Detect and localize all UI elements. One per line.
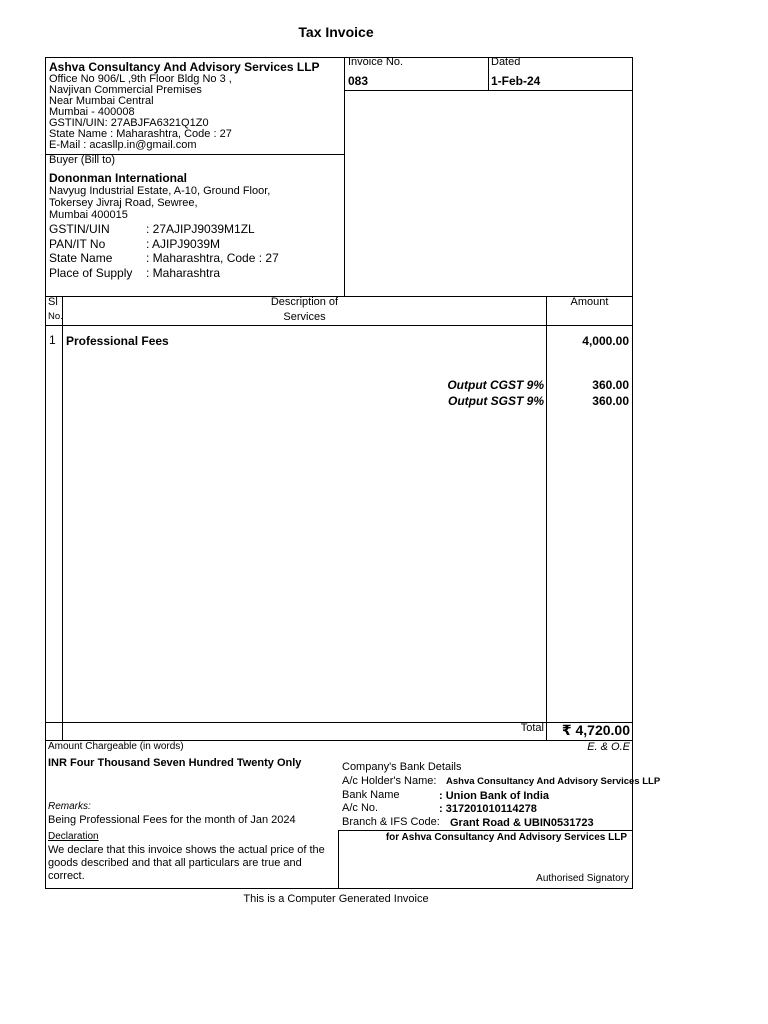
declaration-line: correct. [48,870,85,882]
declaration-line: goods described and that all particulars are true and [48,857,302,869]
header-divider [344,57,345,296]
declaration-label: Declaration [48,831,99,842]
description-header: Description of [270,296,339,308]
place-of-supply-value: : Maharashtra [146,266,221,280]
footer-note: This is a Computer Generated Invoice [243,893,429,905]
ifs-value: Grant Road & UBIN0531723 [450,817,594,829]
frame-left [45,57,46,889]
sgst-label: Output SGST 9% [448,394,544,408]
line-item-amount: 4,000.00 [582,334,629,348]
amount-words-label: Amount Chargeable (in words) [48,741,184,752]
holder-value: Ashva Consultancy And Advisory Services LLP [446,776,661,787]
description-header-2: Services [283,311,326,323]
ifs-label: Branch & IFS Code: [342,816,440,828]
seller-address-line: Office No 906/L ,9th Floor Bldg No 3 , [49,73,232,85]
buyer-address-line: Mumbai 400015 [49,209,128,221]
sgst-amount: 360.00 [592,394,629,408]
buyer-state-value: : Maharashtra, Code : 27 [146,251,279,265]
holder-label: A/c Holder's Name: [342,775,437,787]
buyer-address-line: Navyug Industrial Estate, A-10, Ground Floor, [49,185,271,197]
seller-address-line: Near Mumbai Central [49,95,154,107]
remarks-value: Being Professional Fees for the month of Jan 2024 [48,814,296,826]
total-label: Total [520,722,544,734]
seller-address-line: Navjivan Commercial Premises [49,84,202,96]
place-of-supply-label: Place of Supply [49,266,133,280]
account-no-label: A/c No. [342,802,379,814]
buyer-state-label: State Name [49,251,113,265]
bank-heading: Company's Bank Details [342,761,462,773]
signature-box-top [338,830,633,831]
invoice-no-label: Invoice No. [348,56,404,68]
amount-words-value: INR Four Thousand Seven Hundred Twenty Only [48,757,302,769]
invoice-no-value: 083 [348,74,369,88]
authorised-signatory: Authorised Signatory [536,873,629,884]
line-item-sl: 1 [49,333,56,347]
buyer-pan-label: PAN/IT No [49,237,106,251]
eoe-text: E. & O.E [587,741,630,753]
sl-header-no: No. [48,311,63,322]
buyer-gstin-label: GSTIN/UIN [49,222,110,236]
for-company-line: for Ashva Consultancy And Advisory Services LLP [385,832,627,843]
seller-gstin: GSTIN/UIN: 27ABJFA6321Q1Z0 [49,117,209,129]
invoice-date-divider [488,57,489,91]
bank-name-label: Bank Name [342,789,400,801]
remarks-label: Remarks: [48,801,91,812]
sl-header: Sl [48,296,58,308]
seller-address-line: Mumbai - 400008 [49,106,135,118]
buyer-pan-value: : AJIPJ9039M [146,237,221,251]
buyer-gstin-value: : 27AJIPJ9039M1ZL [146,222,255,236]
cgst-label: Output CGST 9% [447,378,544,392]
frame-right [632,57,633,889]
line-item-description: Professional Fees [66,334,169,348]
total-value: ₹ 4,720.00 [561,722,630,738]
bank-name-value: : Union Bank of India [439,790,549,802]
buyer-heading: Buyer (Bill to) [49,154,116,166]
dated-label: Dated [491,56,521,68]
page-title: Tax Invoice [298,24,374,40]
seller-email: E-Mail : acasllp.in@gmail.com [49,139,197,151]
sl-col-divider [62,296,63,741]
seller-state: State Name : Maharashtra, Code : 27 [49,128,232,140]
frame-top [45,57,633,58]
seller-name: Ashva Consultancy And Advisory Services LLP [49,60,320,74]
invoice-box-bottom [344,90,633,91]
amount-header: Amount [570,296,609,308]
frame-bottom [45,888,633,889]
buyer-address-line: Tokersey Jivraj Road, Sewree, [49,197,198,209]
buyer-name: Dononman International [49,171,187,185]
cgst-amount: 360.00 [592,378,629,392]
amount-col-divider [546,296,547,741]
declaration-line: We declare that this invoice shows the actual price of the [48,844,325,856]
dated-value: 1-Feb-24 [491,74,541,88]
account-no-value: : 317201010114278 [439,803,537,815]
table-header-bottom [45,325,633,326]
